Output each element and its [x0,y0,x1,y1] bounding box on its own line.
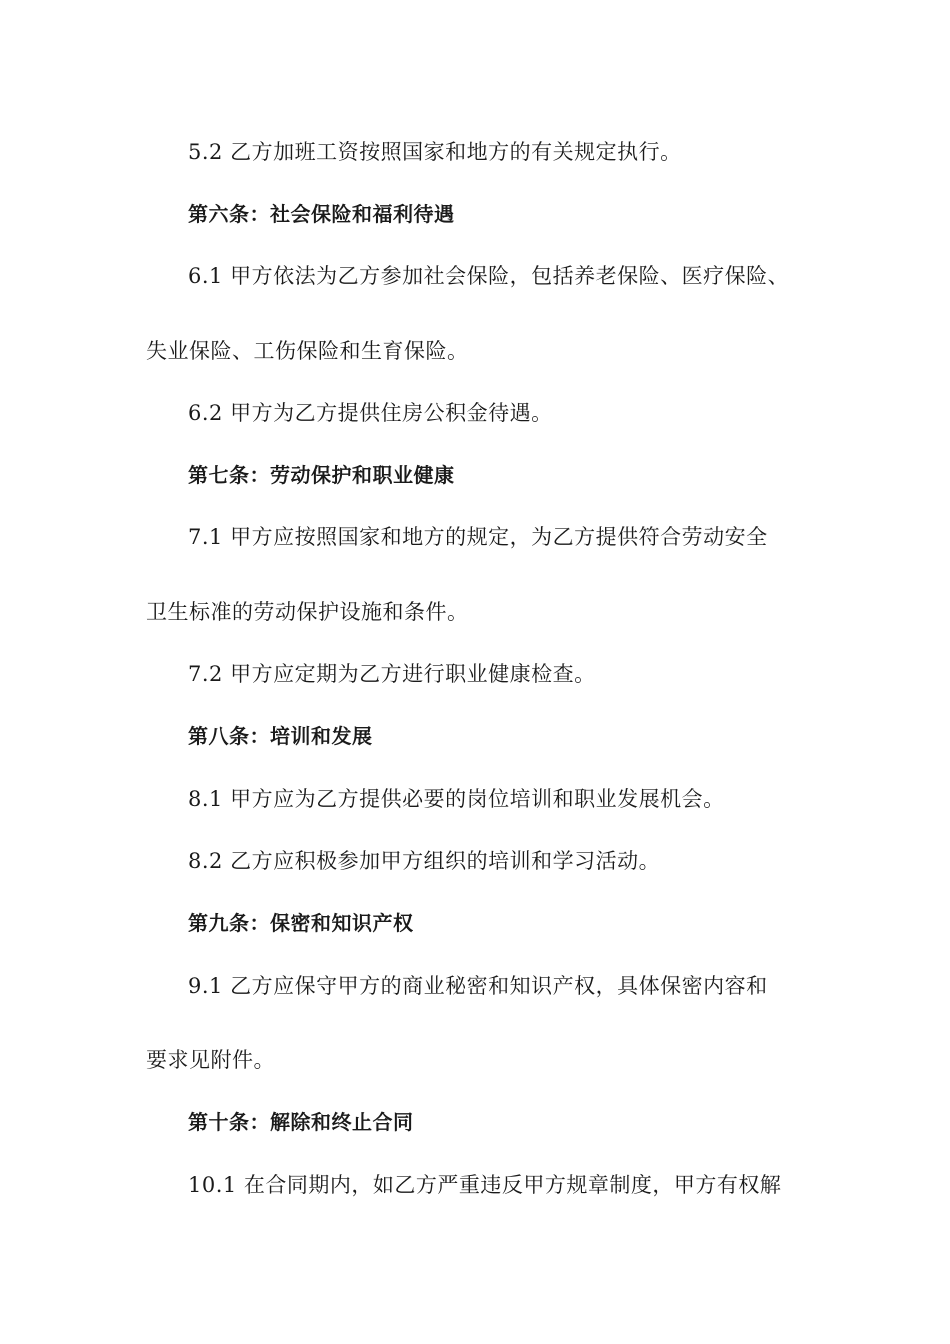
clause-7-1: 7.1 甲方应按照国家和地方的规定，为乙方提供符合劳动安全 [188,525,768,549]
clause-8-1: 8.1 甲方应为乙方提供必要的岗位培训和职业发展机会。 [188,787,725,811]
clause-6-2: 6.2 甲方为乙方提供住房公积金待遇。 [188,401,553,425]
clause-10-1: 10.1 在合同期内，如乙方严重违反甲方规章制度，甲方有权解 [188,1173,782,1197]
clause-7-2: 7.2 甲方应定期为乙方进行职业健康检查。 [188,662,596,686]
article-10-heading: 第十条：解除和终止合同 [188,1110,414,1134]
clause-6-1-continued: 失业保险、工伤保险和生育保险。 [146,339,469,363]
article-8-heading: 第八条：培训和发展 [188,724,373,748]
clause-9-1-continued: 要求见附件。 [146,1048,275,1072]
article-6-heading: 第六条：社会保险和福利待遇 [188,202,455,226]
clause-7-1-continued: 卫生标准的劳动保护设施和条件。 [146,600,469,624]
clause-6-1: 6.1 甲方依法为乙方参加社会保险，包括养老保险、医疗保险、 [188,264,790,288]
clause-9-1: 9.1 乙方应保守甲方的商业秘密和知识产权，具体保密内容和 [188,974,768,998]
clause-8-2: 8.2 乙方应积极参加甲方组织的培训和学习活动。 [188,849,661,873]
article-9-heading: 第九条：保密和知识产权 [188,911,414,935]
article-7-heading: 第七条：劳动保护和职业健康 [188,463,455,487]
clause-5-2: 5.2 乙方加班工资按照国家和地方的有关规定执行。 [188,140,682,164]
